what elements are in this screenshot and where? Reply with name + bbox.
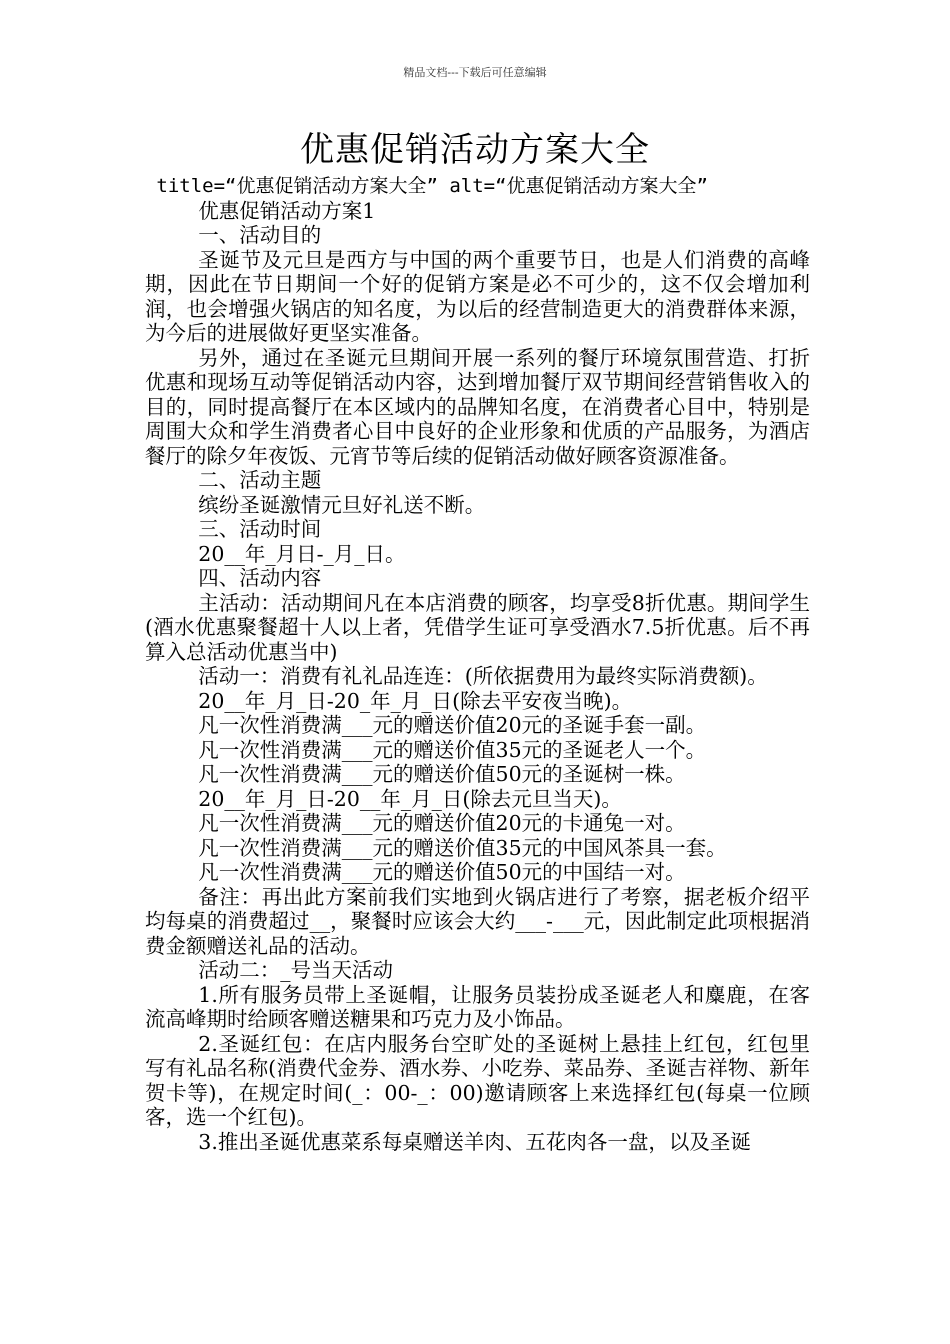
paragraph: 圣诞节及元旦是西方与中国的两个重要节日，也是人们消费的高峰期，因此在节日期间一个好的促销方案是必不可少的，这不仅会增加利润，也会增强火锅店的知名度，为以后的经营制造更大的消费群体来源，为今后的进展做好更坚实准备。 <box>145 247 810 345</box>
paragraph: 主活动：活动期间凡在本店消费的顾客，均享受8折优惠。期间学生(酒水优惠聚餐超十人以上者，凭借学生证可享受酒水7.5折优惠。后不再算入总活动优惠当中) <box>145 590 810 664</box>
paragraph: 缤纷圣诞激情元旦好礼送不断。 <box>198 492 486 517</box>
paragraph: 20__年_月_日-20_年_月_日(除去平安夜当晚)。 <box>198 688 633 713</box>
paragraph: 凡一次性消费满___元的赠送价值35元的中国风茶具一套。 <box>198 835 727 860</box>
paragraph: 优惠促销活动方案1 <box>198 198 376 223</box>
paragraph: 凡一次性消费满___元的赠送价值20元的卡通兔一对。 <box>198 811 686 835</box>
section-heading: 一、活动目的 <box>198 223 322 247</box>
paragraph: 活动二：_号当天活动 <box>198 958 394 982</box>
paragraph: 备注：再出此方案前我们实地到火锅店进行了考察，据老板介绍平均每桌的消费超过__，聚餐时应该会大约___-___元，因此制定此项根据消费金额赠送礼品的活动。 <box>145 884 810 958</box>
paragraph: 3.推出圣诞优惠菜系每桌赠送羊肉、五花肉各一盘，以及圣诞 <box>198 1129 751 1154</box>
paragraph: 凡一次性消费满___元的赠送价值35元的圣诞老人一个。 <box>198 737 707 762</box>
paragraph: 另外，通过在圣诞元旦期间开展一系列的餐厅环境氛围营造、打折优惠和现场互动等促销活动内容，达到增加餐厅双节期间经营销售收入的目的，同时提高餐厅在本区域内的品牌知名度，在消费者心目中，特别是周围大众和学生消费者心目中良好的企业形象和优质的产品服务，为酒店餐厅的除夕年夜饭、元宵节等后续的促销活动做好顾客资源准备。 <box>145 345 810 468</box>
paragraph: 1.所有服务员带上圣诞帽，让服务员装扮成圣诞老人和麋鹿，在客流高峰期时给顾客赠送糖果和巧克力及小饰品。 <box>145 982 810 1031</box>
document-title: 优惠促销活动方案大全 <box>300 130 650 170</box>
section-heading: 三、活动时间 <box>198 517 322 541</box>
document-body <box>145 174 810 1154</box>
section-heading: 二、活动主题 <box>198 468 322 492</box>
paragraph: 凡一次性消费满___元的赠送价值50元的圣诞树一株。 <box>198 762 686 786</box>
header-note: 精品文档---下载后可任意编辑 <box>403 66 547 79</box>
paragraph: 凡一次性消费满___元的赠送价值20元的圣诞手套一副。 <box>198 713 707 737</box>
paragraph: 凡一次性消费满___元的赠送价值50元的中国结一对。 <box>198 860 686 884</box>
paragraph: 20__年_月日-_月_日。 <box>198 541 406 566</box>
paragraph: 20__年_月_日-20__年_月_日(除去元旦当天)。 <box>198 786 622 811</box>
meta-line: title=“优惠促销活动方案大全” alt=“优惠促销活动方案大全” <box>156 175 708 197</box>
paragraph: 2.圣诞红包：在店内服务台空旷处的圣诞树上悬挂上红包，红包里写有礼品名称(消费代金券、酒水券、小吃券、菜品券、圣诞吉祥物、新年贺卡等)，在规定时间(_：00-_：00)邀请顾客上来选择红包(每桌一位顾客，选一个红包)。 <box>145 1031 810 1129</box>
paragraph: 活动一：消费有礼礼品连连：(所依据费用为最终实际消费额)。 <box>198 664 768 688</box>
section-heading: 四、活动内容 <box>198 566 322 590</box>
